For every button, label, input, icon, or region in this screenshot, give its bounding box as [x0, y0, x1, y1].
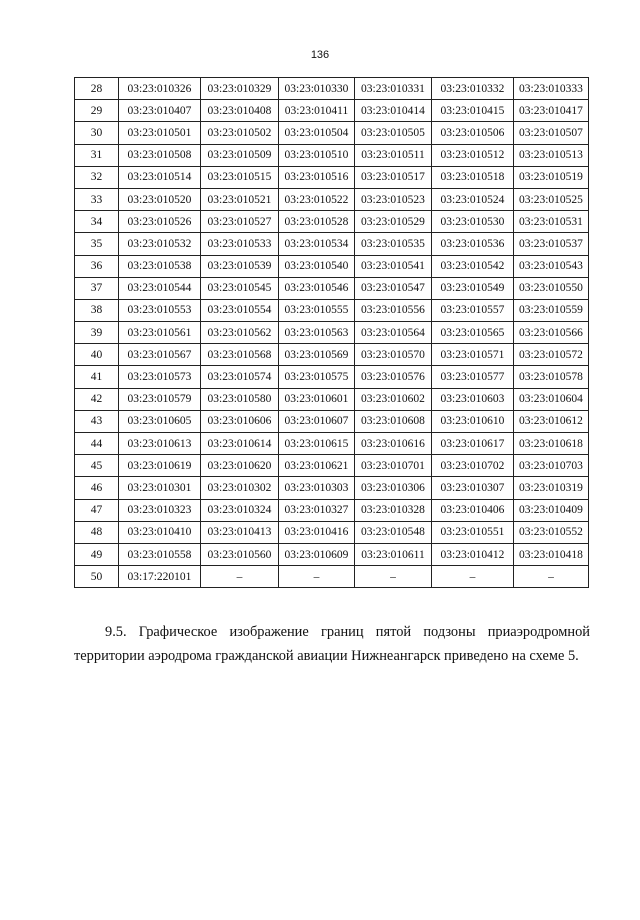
cadastral-number-cell: 03:23:010703: [514, 455, 589, 477]
row-number-cell: 37: [75, 277, 119, 299]
row-number-cell: 40: [75, 344, 119, 366]
row-number-cell: 29: [75, 100, 119, 122]
cadastral-number-cell: 03:23:010416: [279, 521, 355, 543]
table-row: [75, 277, 589, 299]
cadastral-number-cell: 03:23:010701: [355, 455, 432, 477]
cadastral-number-cell: 03:23:010302: [201, 477, 279, 499]
cadastral-number-cell: 03:23:010518: [432, 166, 514, 188]
paragraph-line-1: 9.5. Графическое изображение границ пятой подзоны приаэродромной: [105, 624, 590, 640]
table-row: [75, 499, 589, 521]
cadastral-number-cell: 03:23:010507: [514, 122, 589, 144]
table-row: [75, 122, 589, 144]
row-number-cell: 42: [75, 388, 119, 410]
cadastral-number-cell: 03:23:010301: [119, 477, 201, 499]
cadastral-number-cell: 03:23:010535: [355, 233, 432, 255]
cadastral-number-cell: 03:23:010540: [279, 255, 355, 277]
table-row: [75, 144, 589, 166]
cadastral-number-cell: 03:23:010558: [119, 543, 201, 565]
cadastral-number-cell: 03:23:010577: [432, 366, 514, 388]
table-row: [75, 543, 589, 565]
cadastral-number-cell: 03:23:010536: [432, 233, 514, 255]
cadastral-number-cell: 03:23:010545: [201, 277, 279, 299]
cadastral-number-cell: 03:23:010608: [355, 410, 432, 432]
cadastral-number-cell: 03:23:010554: [201, 299, 279, 321]
cadastral-number-cell: 03:23:010576: [355, 366, 432, 388]
cadastral-number-cell: 03:23:010510: [279, 144, 355, 166]
cadastral-number-cell: 03:23:010557: [432, 299, 514, 321]
cadastral-table: [74, 77, 589, 588]
cadastral-number-cell: 03:23:010556: [355, 299, 432, 321]
row-number-cell: 44: [75, 433, 119, 455]
cadastral-number-cell: 03:23:010548: [355, 521, 432, 543]
cadastral-number-cell: 03:23:010579: [119, 388, 201, 410]
row-number-cell: 28: [75, 78, 119, 100]
row-number-cell: 49: [75, 543, 119, 565]
table-row: [75, 366, 589, 388]
cadastral-number-cell: 03:23:010620: [201, 455, 279, 477]
page-number: 136: [310, 49, 330, 61]
cadastral-number-cell: 03:23:010418: [514, 543, 589, 565]
cadastral-number-cell: 03:23:010569: [279, 344, 355, 366]
cadastral-number-cell: 03:23:010408: [201, 100, 279, 122]
cadastral-number-cell: 03:23:010534: [279, 233, 355, 255]
cadastral-number-cell: 03:23:010619: [119, 455, 201, 477]
cadastral-number-cell: 03:23:010511: [355, 144, 432, 166]
cadastral-number-cell: 03:23:010542: [432, 255, 514, 277]
cadastral-number-cell: 03:23:010606: [201, 410, 279, 432]
table-row: [75, 211, 589, 233]
cadastral-number-cell: 03:23:010618: [514, 433, 589, 455]
row-number-cell: 45: [75, 455, 119, 477]
cadastral-number-cell: –: [514, 566, 589, 588]
cadastral-number-cell: 03:23:010330: [279, 78, 355, 100]
cadastral-number-cell: 03:23:010524: [432, 188, 514, 210]
cadastral-number-cell: 03:23:010571: [432, 344, 514, 366]
cadastral-number-cell: 03:23:010563: [279, 322, 355, 344]
cadastral-number-cell: 03:23:010552: [514, 521, 589, 543]
cadastral-number-cell: 03:23:010323: [119, 499, 201, 521]
row-number-cell: 32: [75, 166, 119, 188]
cadastral-number-cell: 03:23:010603: [432, 388, 514, 410]
cadastral-number-cell: 03:23:010602: [355, 388, 432, 410]
cadastral-number-cell: 03:23:010616: [355, 433, 432, 455]
cadastral-number-cell: 03:23:010615: [279, 433, 355, 455]
cadastral-number-cell: 03:23:010502: [201, 122, 279, 144]
row-number-cell: 39: [75, 322, 119, 344]
row-number-cell: 34: [75, 211, 119, 233]
cadastral-number-cell: 03:23:010551: [432, 521, 514, 543]
table-row: [75, 455, 589, 477]
cadastral-number-cell: 03:23:010568: [201, 344, 279, 366]
row-number-cell: 36: [75, 255, 119, 277]
cadastral-number-cell: 03:23:010527: [201, 211, 279, 233]
table-row: [75, 299, 589, 321]
cadastral-number-cell: 03:23:010550: [514, 277, 589, 299]
cadastral-number-cell: 03:23:010333: [514, 78, 589, 100]
cadastral-number-cell: 03:23:010328: [355, 499, 432, 521]
table-row: [75, 566, 589, 588]
table-row: [75, 477, 589, 499]
cadastral-number-cell: 03:23:010609: [279, 543, 355, 565]
cadastral-number-cell: 03:23:010411: [279, 100, 355, 122]
cadastral-number-cell: 03:23:010547: [355, 277, 432, 299]
cadastral-number-cell: 03:23:010570: [355, 344, 432, 366]
cadastral-number-cell: 03:23:010303: [279, 477, 355, 499]
cadastral-number-cell: 03:23:010607: [279, 410, 355, 432]
cadastral-number-cell: 03:23:010567: [119, 344, 201, 366]
cadastral-number-cell: 03:23:010541: [355, 255, 432, 277]
cadastral-number-cell: 03:23:010501: [119, 122, 201, 144]
cadastral-number-cell: 03:23:010555: [279, 299, 355, 321]
cadastral-number-cell: 03:23:010561: [119, 322, 201, 344]
cadastral-number-cell: 03:23:010601: [279, 388, 355, 410]
cadastral-number-cell: 03:23:010564: [355, 322, 432, 344]
cadastral-number-cell: 03:23:010604: [514, 388, 589, 410]
cadastral-number-cell: 03:23:010326: [119, 78, 201, 100]
cadastral-number-cell: 03:23:010512: [432, 144, 514, 166]
cadastral-number-cell: 03:23:010324: [201, 499, 279, 521]
cadastral-number-cell: 03:23:010520: [119, 188, 201, 210]
cadastral-number-cell: 03:23:010532: [119, 233, 201, 255]
cadastral-number-cell: 03:23:010407: [119, 100, 201, 122]
cadastral-number-cell: 03:23:010573: [119, 366, 201, 388]
cadastral-number-cell: 03:23:010533: [201, 233, 279, 255]
cadastral-number-cell: 03:23:010559: [514, 299, 589, 321]
row-number-cell: 33: [75, 188, 119, 210]
cadastral-number-cell: 03:23:010612: [514, 410, 589, 432]
cadastral-number-cell: 03:23:010530: [432, 211, 514, 233]
table-row: [75, 388, 589, 410]
cadastral-number-cell: 03:23:010329: [201, 78, 279, 100]
cadastral-number-cell: 03:23:010572: [514, 344, 589, 366]
row-number-cell: 35: [75, 233, 119, 255]
cadastral-number-cell: 03:23:010522: [279, 188, 355, 210]
cadastral-number-cell: 03:23:010331: [355, 78, 432, 100]
row-number-cell: 30: [75, 122, 119, 144]
cadastral-number-cell: 03:23:010566: [514, 322, 589, 344]
cadastral-number-cell: 03:23:010523: [355, 188, 432, 210]
row-number-cell: 41: [75, 366, 119, 388]
cadastral-number-cell: 03:23:010614: [201, 433, 279, 455]
cadastral-number-cell: 03:23:010702: [432, 455, 514, 477]
paragraph-line-2: территории аэродрома гражданской авиации Нижнеангарск приведено на схеме 5.: [74, 648, 579, 664]
cadastral-number-cell: 03:23:010519: [514, 166, 589, 188]
row-number-cell: 48: [75, 521, 119, 543]
cadastral-number-cell: 03:23:010574: [201, 366, 279, 388]
cadastral-number-cell: 03:23:010605: [119, 410, 201, 432]
cadastral-number-cell: 03:23:010580: [201, 388, 279, 410]
table-row: [75, 255, 589, 277]
cadastral-number-cell: 03:23:010409: [514, 499, 589, 521]
cadastral-number-cell: 03:23:010327: [279, 499, 355, 521]
cadastral-number-cell: –: [201, 566, 279, 588]
row-number-cell: 31: [75, 144, 119, 166]
cadastral-number-cell: 03:23:010539: [201, 255, 279, 277]
table-body: [75, 78, 589, 588]
cadastral-number-cell: 03:23:010543: [514, 255, 589, 277]
cadastral-number-cell: 03:23:010521: [201, 188, 279, 210]
table-row: [75, 322, 589, 344]
row-number-cell: 50: [75, 566, 119, 588]
cadastral-number-cell: 03:23:010508: [119, 144, 201, 166]
cadastral-number-cell: 03:23:010514: [119, 166, 201, 188]
table-row: [75, 433, 589, 455]
cadastral-number-cell: 03:23:010504: [279, 122, 355, 144]
cadastral-number-cell: 03:23:010410: [119, 521, 201, 543]
table-row: [75, 521, 589, 543]
row-number-cell: 47: [75, 499, 119, 521]
cadastral-number-cell: 03:23:010332: [432, 78, 514, 100]
cadastral-number-cell: 03:23:010506: [432, 122, 514, 144]
row-number-cell: 38: [75, 299, 119, 321]
row-number-cell: 46: [75, 477, 119, 499]
cadastral-number-cell: 03:23:010515: [201, 166, 279, 188]
cadastral-number-cell: 03:23:010526: [119, 211, 201, 233]
cadastral-number-cell: 03:23:010307: [432, 477, 514, 499]
cadastral-number-cell: 03:23:010621: [279, 455, 355, 477]
cadastral-number-cell: 03:23:010575: [279, 366, 355, 388]
cadastral-number-cell: 03:23:010525: [514, 188, 589, 210]
table-row: [75, 188, 589, 210]
cadastral-number-cell: 03:23:010611: [355, 543, 432, 565]
cadastral-number-cell: 03:23:010544: [119, 277, 201, 299]
cadastral-number-cell: 03:23:010517: [355, 166, 432, 188]
cadastral-number-cell: 03:23:010613: [119, 433, 201, 455]
cadastral-number-cell: 03:23:010319: [514, 477, 589, 499]
cadastral-number-cell: 03:23:010531: [514, 211, 589, 233]
cadastral-number-cell: 03:23:010414: [355, 100, 432, 122]
cadastral-number-cell: 03:23:010509: [201, 144, 279, 166]
cadastral-number-cell: 03:23:010578: [514, 366, 589, 388]
table-row: [75, 100, 589, 122]
cadastral-number-cell: 03:23:010505: [355, 122, 432, 144]
cadastral-number-cell: 03:23:010553: [119, 299, 201, 321]
cadastral-number-cell: 03:23:010549: [432, 277, 514, 299]
cadastral-number-cell: 03:23:010610: [432, 410, 514, 432]
cadastral-number-cell: 03:23:010562: [201, 322, 279, 344]
row-number-cell: 43: [75, 410, 119, 432]
table-row: [75, 344, 589, 366]
table-row: [75, 233, 589, 255]
table-row: [75, 166, 589, 188]
cadastral-number-cell: 03:23:010412: [432, 543, 514, 565]
cadastral-number-cell: 03:23:010513: [514, 144, 589, 166]
cadastral-number-cell: 03:23:010528: [279, 211, 355, 233]
table-row: [75, 78, 589, 100]
cadastral-number-cell: 03:23:010406: [432, 499, 514, 521]
cadastral-number-cell: 03:23:010538: [119, 255, 201, 277]
cadastral-number-cell: 03:23:010413: [201, 521, 279, 543]
cadastral-number-cell: 03:23:010516: [279, 166, 355, 188]
cadastral-number-cell: 03:23:010565: [432, 322, 514, 344]
cadastral-number-cell: 03:23:010560: [201, 543, 279, 565]
cadastral-number-cell: 03:23:010306: [355, 477, 432, 499]
cadastral-number-cell: 03:23:010415: [432, 100, 514, 122]
cadastral-number-cell: 03:23:010417: [514, 100, 589, 122]
cadastral-number-cell: –: [355, 566, 432, 588]
cadastral-number-cell: 03:23:010546: [279, 277, 355, 299]
cadastral-number-cell: –: [279, 566, 355, 588]
section-paragraph: [74, 620, 590, 668]
cadastral-number-cell: 03:17:220101: [119, 566, 201, 588]
cadastral-number-cell: 03:23:010529: [355, 211, 432, 233]
table-row: [75, 410, 589, 432]
cadastral-number-cell: 03:23:010617: [432, 433, 514, 455]
cadastral-number-cell: 03:23:010537: [514, 233, 589, 255]
cadastral-number-cell: –: [432, 566, 514, 588]
